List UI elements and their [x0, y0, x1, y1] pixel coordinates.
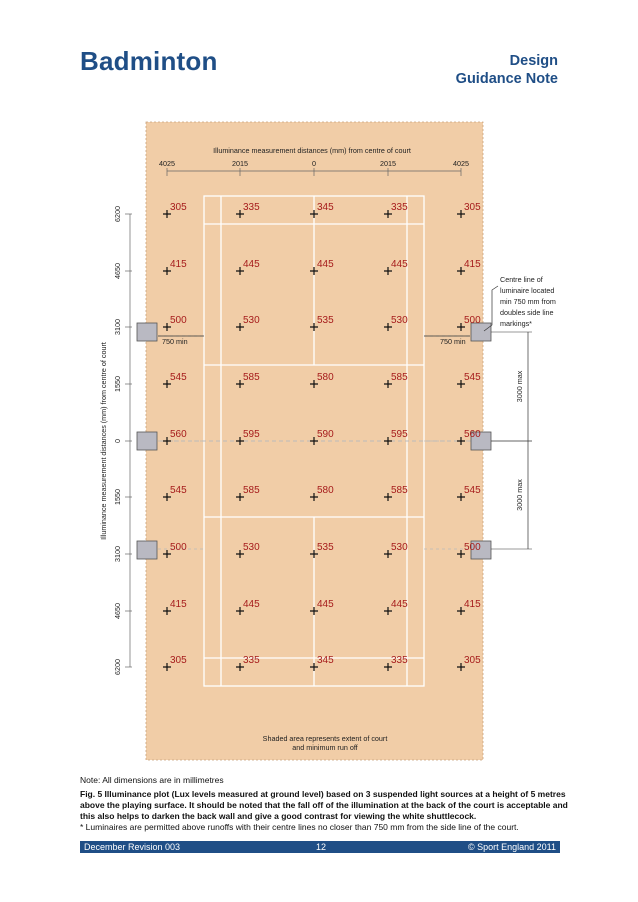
lux-value-label: 500: [464, 542, 481, 553]
side-axis-tick-label: 0: [113, 439, 122, 443]
side-axis-tick-label: 6200: [113, 659, 122, 675]
lux-value-label: 585: [391, 485, 408, 496]
lux-value-label: 445: [243, 599, 260, 610]
lux-value-label: 305: [170, 202, 187, 213]
lux-value-label: 585: [243, 372, 260, 383]
callout-text-line: luminaire located: [500, 286, 555, 295]
top-axis-tick-label: 4025: [453, 159, 469, 168]
lux-value-label: 415: [170, 259, 187, 270]
lux-value-label: 580: [317, 372, 334, 383]
lux-value-label: 560: [170, 429, 187, 440]
min-distance-label-left: 750 min: [162, 337, 188, 346]
dimensions-note: Note: All dimensions are in millimetres: [80, 775, 224, 785]
lux-value-label: 305: [464, 202, 481, 213]
top-axis-title: Illuminance measurement distances (mm) from centre of court: [213, 146, 411, 155]
side-axis-tick-label: 4650: [113, 263, 122, 279]
lux-value-label: 445: [243, 259, 260, 270]
footnote: * Luminaires are permitted above runoffs with their centre lines no closer than 750 mm from the side line of the court.: [80, 822, 519, 832]
lux-value-label: 415: [170, 599, 187, 610]
shade-caption-line2: and minimum run off: [292, 743, 358, 752]
lux-value-label: 535: [317, 542, 334, 553]
lux-value-label: 415: [464, 259, 481, 270]
min-distance-label-right: 750 min: [440, 337, 466, 346]
top-axis-tick-label: 2015: [380, 159, 396, 168]
lux-value-label: 580: [317, 485, 334, 496]
callout-text-line: markings*: [500, 319, 532, 328]
footer-copyright: © Sport England 2011: [467, 842, 556, 852]
side-axis-tick-label: 3100: [113, 546, 122, 562]
top-axis-tick-label: 0: [312, 159, 316, 168]
lux-value-label: 585: [391, 372, 408, 383]
lux-value-label: 335: [243, 202, 260, 213]
callout-text-line: Centre line of: [500, 275, 543, 284]
top-axis-tick-label: 2015: [232, 159, 248, 168]
lux-value-label: 445: [391, 259, 408, 270]
lux-value-label: 305: [170, 655, 187, 666]
lux-value-label: 335: [391, 202, 408, 213]
lux-value-label: 545: [170, 485, 187, 496]
lux-value-label: 530: [391, 542, 408, 553]
figure-caption: Fig. 5 Illuminance plot (Lux levels measured at ground level) based on 3 suspended light sources at a height of 5 metres above the playing surface. It should be noted that the fall off of the illumination at the back of the court is acceptable and this also helps to darken the back wall and give a good contrast for viewing the white shuttlecock.: [80, 789, 568, 821]
document-type-line1: Design: [509, 53, 558, 69]
side-axis-tick-label: 6200: [113, 206, 122, 222]
side-axis-tick-label: 1550: [113, 376, 122, 392]
lux-value-label: 415: [464, 599, 481, 610]
side-axis-tick-label: 4650: [113, 603, 122, 619]
lux-value-label: 530: [243, 315, 260, 326]
side-axis-tick-label: 3100: [113, 319, 122, 335]
side-axis-tick-label: 1550: [113, 489, 122, 505]
lux-value-label: 500: [464, 315, 481, 326]
luminaire-icon: [137, 541, 157, 559]
lux-value-label: 500: [170, 542, 187, 553]
lux-value-label: 445: [391, 599, 408, 610]
lux-value-label: 545: [170, 372, 187, 383]
shade-caption-line1: Shaded area represents extent of court: [262, 734, 388, 743]
lux-value-label: 305: [464, 655, 481, 666]
lux-value-label: 535: [317, 315, 334, 326]
callout-text-line: min 750 mm from: [500, 297, 556, 306]
lux-value-label: 590: [317, 429, 334, 440]
top-axis-tick-label: 4025: [159, 159, 175, 168]
side-axis-title: Illuminance measurement distances (mm) from centre of court: [99, 342, 108, 540]
lux-value-label: 500: [170, 315, 187, 326]
lux-value-label: 345: [317, 655, 334, 666]
luminaire-icon: [137, 323, 157, 341]
callout-text-line: doubles side line: [500, 308, 554, 317]
lux-value-label: 530: [391, 315, 408, 326]
document-title: Badminton: [80, 46, 218, 76]
max-distance-label: 3000 max: [515, 479, 524, 511]
max-distance-label: 3000 max: [515, 370, 524, 403]
lux-value-label: 530: [243, 542, 260, 553]
footer-revision: December Revision 003: [84, 842, 181, 852]
lux-value-label: 445: [317, 259, 334, 270]
luminaire-icon: [137, 432, 157, 450]
lux-value-label: 545: [464, 485, 481, 496]
footer-page-number: 12: [316, 842, 327, 852]
lux-value-label: 335: [391, 655, 408, 666]
lux-value-label: 560: [464, 429, 481, 440]
document-type-line2: Guidance Note: [455, 71, 558, 87]
lux-value-label: 595: [391, 429, 408, 440]
lux-value-label: 445: [317, 599, 334, 610]
page-footer: [80, 841, 560, 853]
lux-value-label: 335: [243, 655, 260, 666]
lux-value-label: 585: [243, 485, 260, 496]
lux-value-label: 345: [317, 202, 334, 213]
lux-value-label: 545: [464, 372, 481, 383]
lux-value-label: 595: [243, 429, 260, 440]
